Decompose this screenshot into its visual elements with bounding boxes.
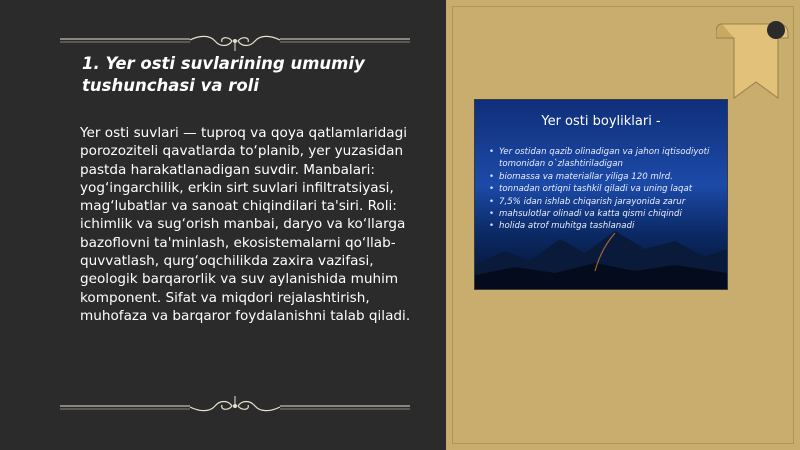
inset-list-item: • Yer ostidan qazib olinadigan va jahon iqtisodiyoti tomonidan o`zlashtiriladigan [489,146,721,171]
inset-list-item: • tonnadan ortiqni tashkil qiladi va uning laqat [489,183,721,195]
inset-list-item: • biomassa va materiallar yiliga 120 mlrd. [489,171,721,183]
inset-list-item: • mahsulotlar olinadi va katta qismi chiqindi [489,208,721,220]
slide-body: Yer osti suvlari — tuproq va qoya qatlamlaridagi porozoziteli qavatlarda to‘planib, yer yuzasidan pastda harakatlanadigan suvdir. Manbalari: yog‘ingarchilik, erkin sirt suvlari infiltratsiyasi, mag‘lubatlar va sanoat chiqindilari ta'siri. Roli: ichimlik va sug‘orish manbai, daryo va ko‘llarga bazoflovni ta'minlash, ekosistemalarni qo‘llab-quvvatlash, qurg‘oqchilikda zaxira vazifasi, geologik barqarorlik va suv aylanishida muhim komponent. Sifat va miqdori rejalashtirish, muhofaza va barqaror foydalanishni talab qiladi. [80,125,411,324]
bookmark-ribbon-icon [716,18,790,103]
slide-title: 1. Yer osti suvlarining umumiy tushunchasi va roli [82,54,365,95]
inset-list-item: • holida atrof muhitga tashlanadi [489,220,721,232]
flourish-divider-icon [60,33,410,53]
inset-list-item: • 7,5% idan ishlab chiqarish jarayonida zarur [489,196,721,208]
inset-slide-image [474,99,728,290]
inset-list [489,146,721,233]
inset-title: Yer osti boyliklari - [541,114,661,129]
flourish-divider-icon [60,394,410,414]
